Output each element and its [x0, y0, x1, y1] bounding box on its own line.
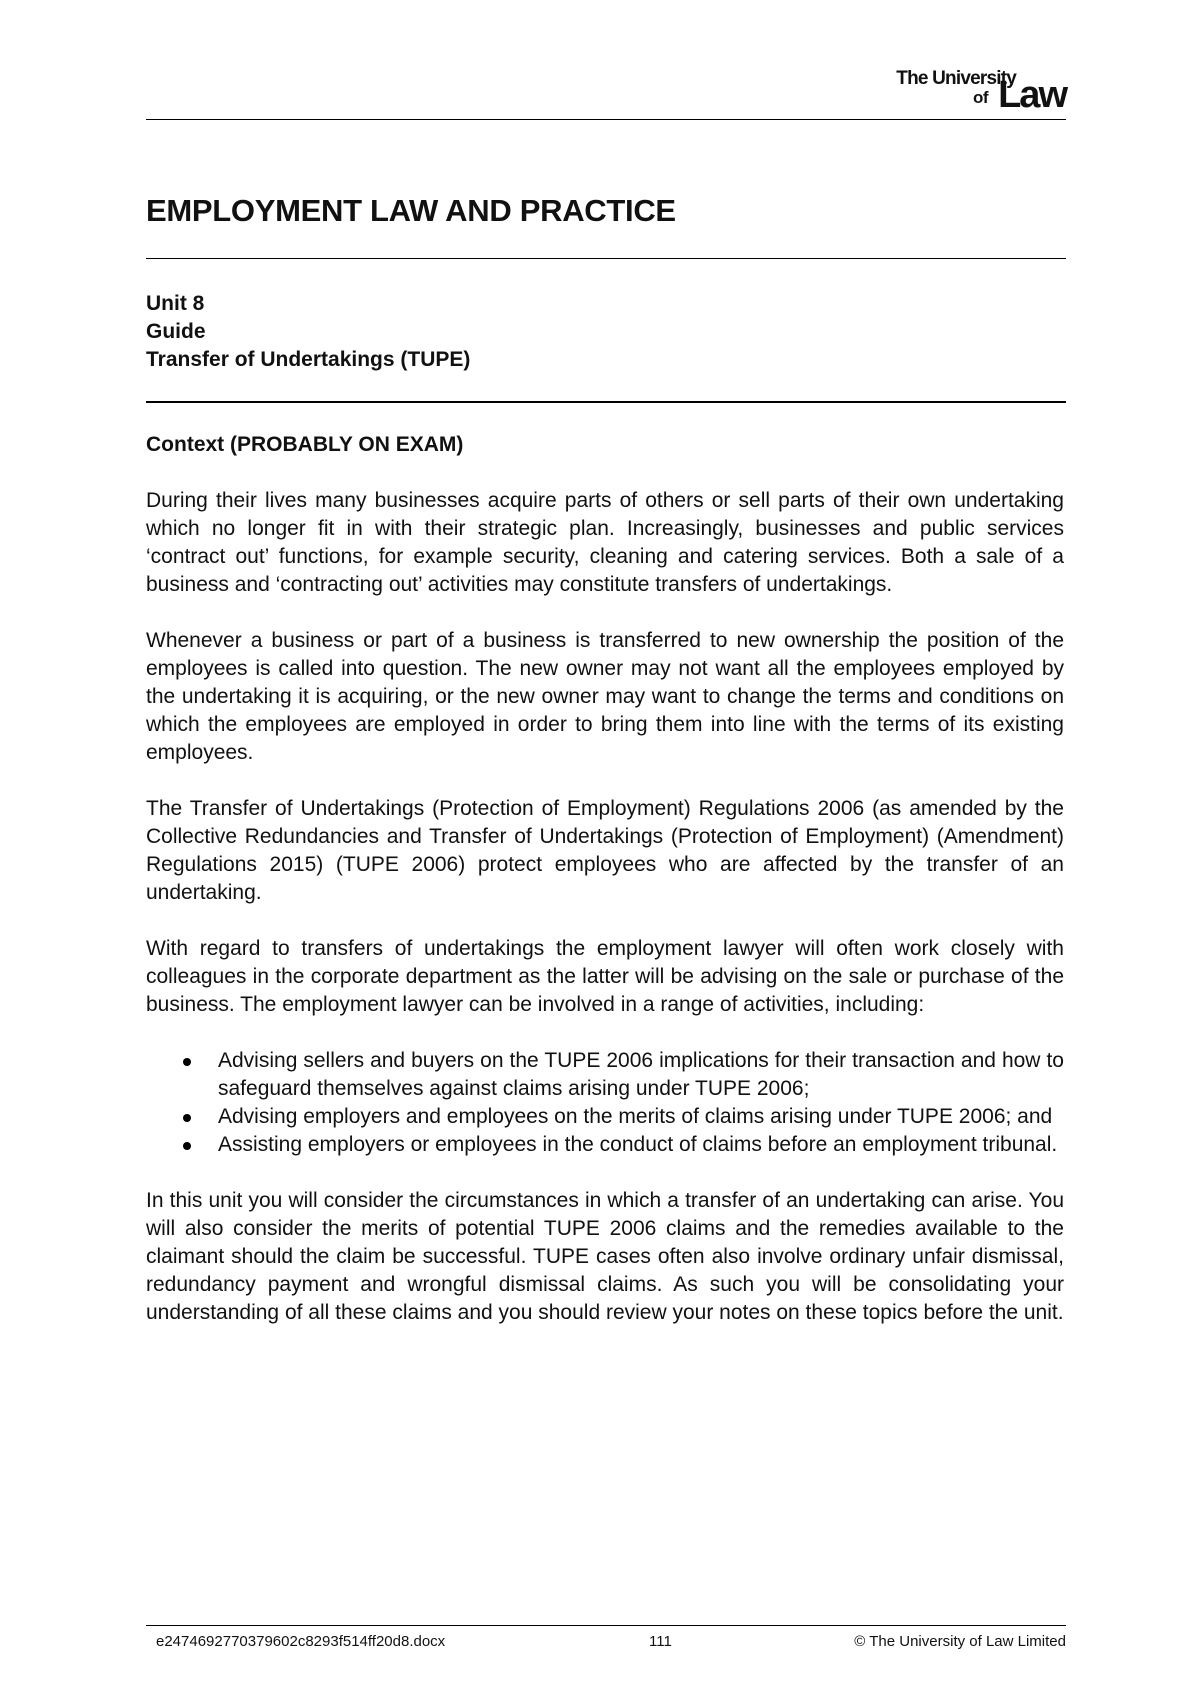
activities-list — [146, 1047, 1064, 1159]
header-divider — [146, 119, 1066, 120]
unit-number: Unit 8 — [146, 292, 205, 315]
footer-filename: e2474692770379602c8293f514ff20d8.docx — [156, 1633, 446, 1650]
document-title: EMPLOYMENT LAW AND PRACTICE — [146, 193, 676, 228]
list-item-text: Advising employers and employees on the merits of claims arising under TUPE 2006; and — [218, 1105, 1053, 1128]
section-heading: Context (PROBABLY ON EXAM) — [146, 433, 464, 456]
bullet-icon — [183, 1114, 191, 1122]
unit-block — [146, 290, 470, 374]
unit-subtitle: Transfer of Undertakings (TUPE) — [146, 348, 471, 371]
footer-divider — [146, 1625, 1066, 1626]
logo-text-university: The University — [896, 68, 1016, 89]
logo-text-of: of — [972, 88, 988, 107]
bullet-icon — [183, 1058, 191, 1066]
paragraph: With regard to transfers of undertakings the employment lawyer will often work closely with colleagues in the corporate department as the latter will be advising on the sale or purchase of the business. The employment lawyer can be involved in a range of activities, including: — [146, 937, 1064, 1016]
title-divider — [146, 258, 1066, 259]
document-type: Guide — [146, 320, 206, 343]
closing-paragraph: In this unit you will consider the circumstances in which a transfer of an undertaking can arise. You will also consider the merits of potential TUPE 2006 claims and the remedies available to the claimant should the claim be successful. TUPE cases often also involve ordinary unfair dismissal, redundancy payment and wrongful dismissal claims. As such you will be consolidating your understanding of all these claims and you should review your notes on these topics before the unit. — [146, 1189, 1064, 1324]
list-item — [146, 1131, 1064, 1159]
list-item-text: Advising sellers and buyers on the TUPE 2006 implications for their transaction and how to safeguard themselves against claims arising under TUPE 2006; — [218, 1049, 1064, 1100]
context-section — [146, 431, 1064, 1355]
paragraph: During their lives many businesses acquire parts of others or sell parts of their own undertaking which no longer fit in with their strategic plan. Increasingly, businesses and public services ‘contract out’ functions, for example security, cleaning and catering services. Both a sale of a business and ‘contracting out’ activities may constitute transfers of undertakings. — [146, 489, 1064, 596]
list-item — [146, 1103, 1064, 1131]
list-item — [146, 1047, 1064, 1103]
page-number: 111 — [649, 1633, 672, 1650]
logo-text-law: Law — [998, 74, 1066, 116]
footer-copyright: © The University of Law Limited — [854, 1633, 1066, 1650]
university-logo — [856, 68, 1066, 114]
list-item-text: Assisting employers or employees in the conduct of claims before an employment tribunal. — [218, 1133, 1058, 1156]
paragraph: The Transfer of Undertakings (Protection of Employment) Regulations 2006 (as amended by the Collective Redundancies and Transfer of Undertakings (Protection of Employment) (Amendment) Regulations 2015) (TUPE 2006) protect employees who are affected by the transfer of an undertaking. — [146, 797, 1064, 904]
unit-divider — [146, 401, 1066, 403]
paragraph: Whenever a business or part of a business is transferred to new ownership the position of the employees is called into question. The new owner may not want all the employees employed by the undertaking it is acquiring, or the new owner may want to change the terms and conditions on which the employees are employed in order to bring them into line with the terms of its existing employees. — [146, 629, 1064, 764]
bullet-icon — [183, 1142, 191, 1150]
